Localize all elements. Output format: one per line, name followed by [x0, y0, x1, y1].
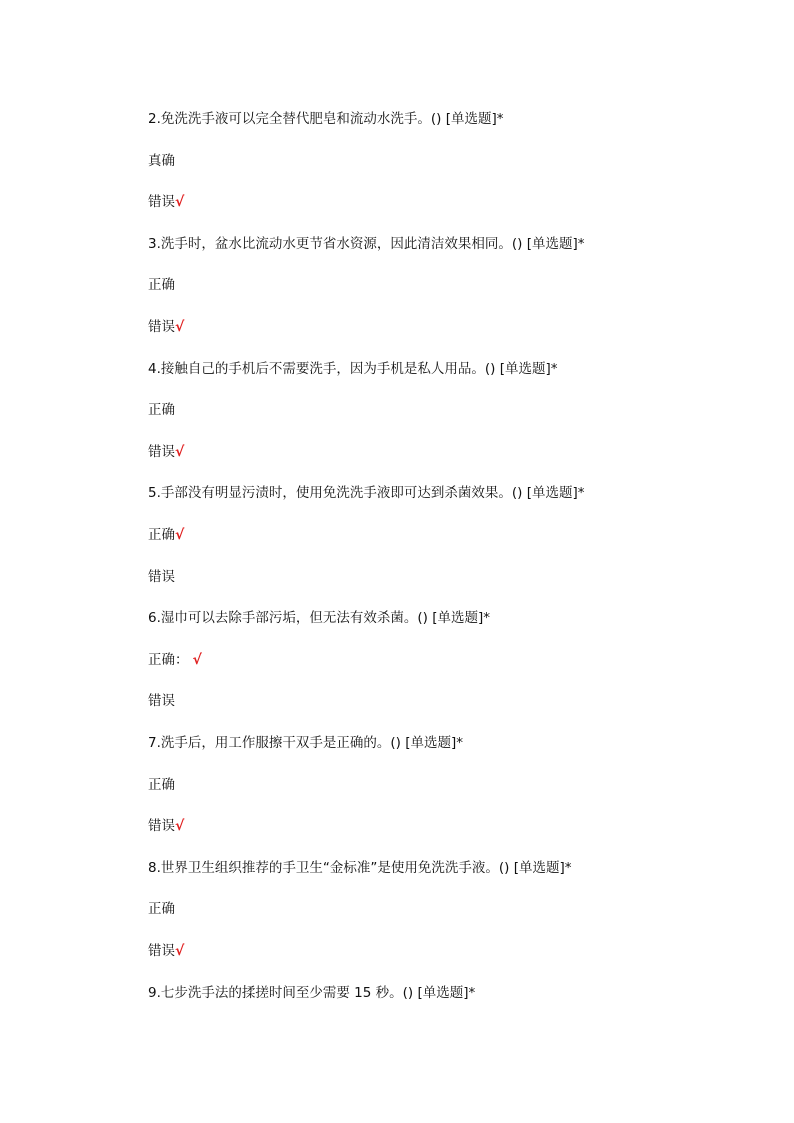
answer-option[interactable] [148, 775, 175, 795]
option-label: 错误 [148, 693, 175, 710]
option-label: 错误 [148, 194, 175, 211]
option-label: 正确 [148, 901, 175, 918]
option-label: 正确 [148, 402, 175, 419]
option-label: 错误 [148, 943, 175, 959]
check-mark-icon: √ [175, 818, 185, 835]
check-mark-icon: √ [175, 527, 185, 543]
option-label: 正确 [148, 277, 175, 294]
answer-option[interactable] [148, 192, 184, 212]
option-label: 错误 [148, 319, 175, 335]
question-text: 6.湿巾可以去除手部污垢，但无法有效杀菌。() [单选题]* [148, 610, 490, 627]
check-mark-icon: √ [192, 651, 202, 668]
option-label: 错误 [148, 568, 175, 585]
option-label: 正确 [148, 527, 175, 543]
answer-option[interactable] [148, 151, 175, 171]
question-text: 5.手部没有明显污渍时，使用免洗洗手液即可达到杀菌效果。() [单选题]* [148, 485, 585, 502]
check-mark-icon: √ [175, 319, 185, 335]
question-text: 8.世界卫生组织推荐的手卫生“金标准”是使用免洗洗手液。() [单选题]* [148, 859, 572, 876]
question-text: 3.洗手时，盆水比流动水更节省水资源，因此清洁效果相同。() [单选题]* [148, 235, 585, 252]
check-mark-icon: √ [175, 443, 185, 460]
option-label: 正确 [148, 776, 175, 793]
question-text: 4.接触自己的手机后不需要洗手，因为手机是私人用品。() [单选题]* [148, 360, 558, 377]
answer-option[interactable] [148, 317, 184, 337]
question-text: 7.洗手后，用工作服擦干双手是正确的。() [单选题]* [148, 735, 463, 751]
answer-option[interactable] [148, 899, 175, 919]
answer-option[interactable] [148, 442, 184, 462]
answer-option[interactable] [148, 400, 175, 420]
question-text: 2.免洗洗手液可以完全替代肥皂和流动水洗手。() [单选题]* [148, 111, 504, 127]
question-text: 9.七步洗手法的揉搓时间至少需要 15 秒。() [单选题]* [148, 984, 476, 1001]
option-label: 正确： [148, 651, 189, 668]
option-label: 真确 [148, 152, 175, 169]
answer-option[interactable] [148, 275, 175, 295]
answer-option[interactable] [148, 816, 184, 836]
answer-option[interactable] [148, 650, 202, 670]
option-label: 错误 [148, 818, 175, 835]
answer-option[interactable] [148, 567, 175, 587]
option-label: 错误 [148, 443, 175, 460]
answer-option[interactable] [148, 691, 175, 711]
answer-option[interactable] [148, 525, 184, 545]
check-mark-icon: √ [175, 194, 185, 211]
answer-option[interactable] [148, 941, 184, 961]
check-mark-icon: √ [175, 943, 185, 959]
